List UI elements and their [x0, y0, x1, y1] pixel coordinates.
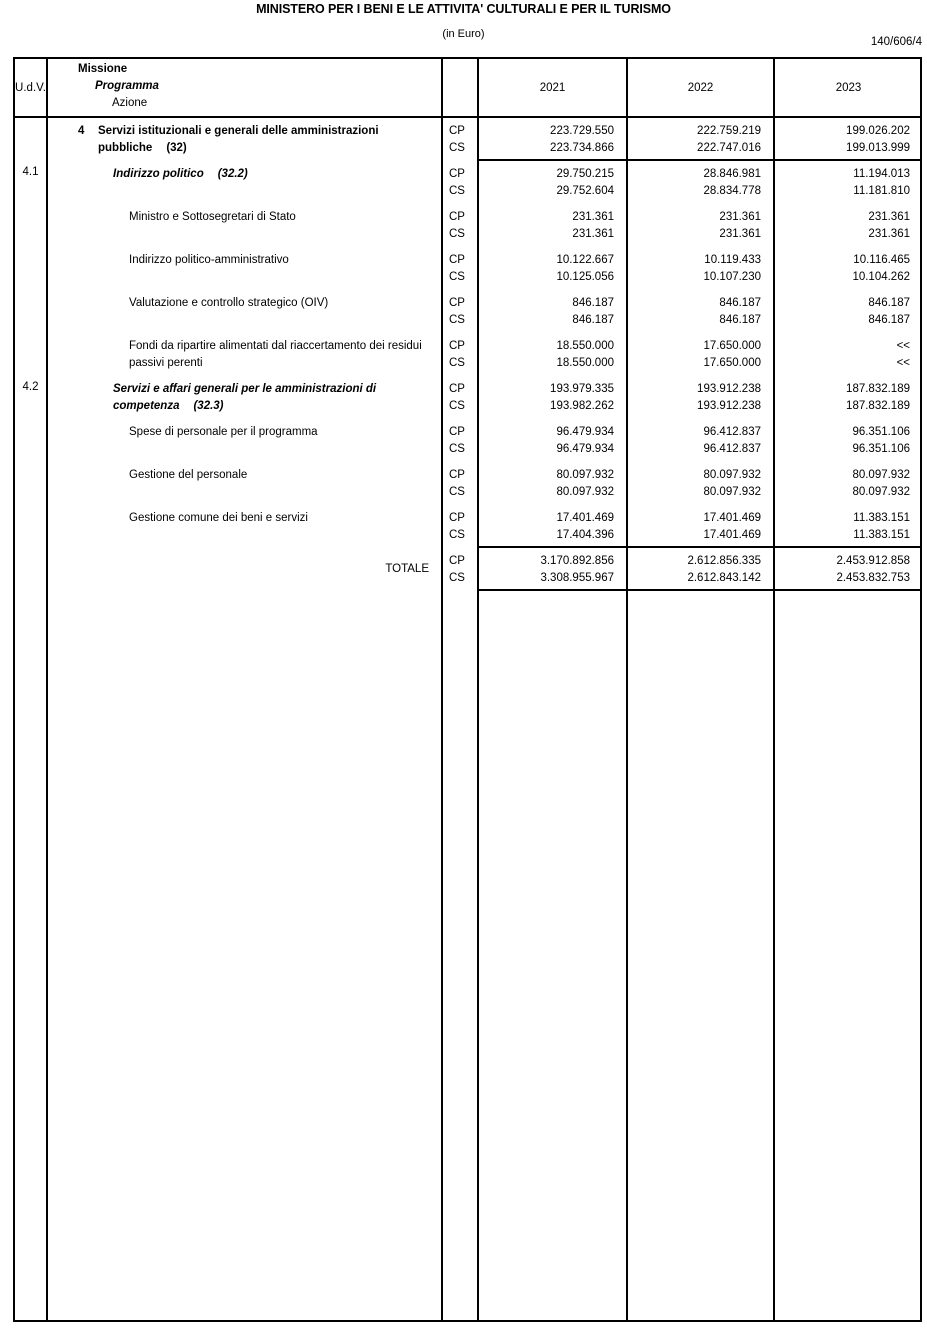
cell-value-2022 — [628, 376, 773, 415]
cell-description — [48, 376, 439, 415]
cell-value-2021 — [479, 290, 626, 329]
cell-value-2023 — [775, 290, 922, 329]
cell-value-2022 — [628, 548, 773, 587]
cell-value-2022 — [628, 247, 773, 286]
cell-cp-cs — [443, 290, 477, 329]
value-cs: 2.453.832.753 — [836, 572, 910, 584]
cell-udv — [15, 462, 46, 467]
cs-label: CS — [449, 443, 465, 455]
cell-cp-cs — [443, 333, 477, 372]
value-cs: 11.181.810 — [853, 185, 910, 197]
cell-value-2022 — [628, 290, 773, 329]
value-cs: 28.834.778 — [703, 185, 761, 197]
description-label: Fondi da ripartire alimentati dal riaccertamento dei residui passivi perenti — [129, 340, 422, 369]
cs-label: CS — [449, 400, 465, 412]
cell-value-2022 — [628, 505, 773, 544]
cp-label: CP — [449, 555, 465, 567]
header-year-2023: 2023 — [835, 81, 862, 94]
value-cp: 10.119.433 — [704, 254, 761, 266]
value-cp: 11.383.151 — [853, 512, 910, 524]
value-cp: 193.912.238 — [697, 383, 761, 395]
description-code: (32.3) — [193, 400, 224, 412]
value-cp: 96.412.837 — [703, 426, 761, 438]
cell-udv — [15, 118, 46, 123]
cell-cp-cs — [443, 161, 477, 200]
cell-description — [48, 333, 439, 372]
cell-value-2021 — [479, 204, 626, 243]
value-cp: 80.097.932 — [556, 469, 614, 481]
cell-description — [48, 118, 439, 157]
value-cp: 17.401.469 — [556, 512, 614, 524]
value-cp: << — [896, 340, 910, 352]
cell-value-2021 — [479, 247, 626, 286]
cell-cp-cs — [443, 462, 477, 501]
value-cp: 10.122.667 — [556, 254, 614, 266]
value-cp: 80.097.932 — [703, 469, 761, 481]
value-cp: 199.026.202 — [846, 125, 910, 137]
value-cp: 846.187 — [868, 297, 910, 309]
cell-description — [48, 505, 439, 527]
description-label: Indirizzo politico — [113, 168, 204, 180]
cell-cp-cs — [443, 118, 477, 157]
cell-value-2023 — [775, 161, 922, 200]
value-cs: 10.125.056 — [556, 271, 614, 283]
table-row — [15, 333, 920, 376]
value-cs: 222.747.016 — [697, 142, 761, 154]
cp-label: CP — [449, 211, 465, 223]
value-cp: 222.759.219 — [697, 125, 761, 137]
table-row — [15, 247, 920, 290]
value-cs: 96.479.934 — [556, 443, 614, 455]
cell-value-2021 — [479, 419, 626, 458]
value-cp: 80.097.932 — [852, 469, 910, 481]
cell-value-2022 — [628, 204, 773, 243]
cp-label: CP — [449, 125, 465, 137]
description-label: Gestione comune dei beni e servizi — [129, 512, 308, 524]
cell-value-2023 — [775, 247, 922, 286]
cell-cp-cs — [443, 376, 477, 415]
page-code: 140/606/4 — [870, 36, 922, 48]
cell-description — [48, 462, 439, 484]
description-label: Indirizzo politico-amministrativo — [129, 254, 289, 266]
cell-description — [48, 419, 439, 441]
cell-description — [48, 290, 439, 312]
description-label: Ministro e Sottosegretari di Stato — [129, 211, 296, 223]
cp-label: CP — [449, 469, 465, 481]
value-cs: 17.404.396 — [556, 529, 614, 541]
table-row — [15, 204, 920, 247]
value-cp: 29.750.215 — [556, 168, 614, 180]
cell-udv — [15, 548, 46, 553]
description-label: Servizi istituzionali e generali delle amministrazioni pubbliche — [98, 125, 379, 154]
value-cs: 96.412.837 — [703, 443, 761, 455]
header-udv: U.d.V. — [15, 81, 46, 94]
table-row-total — [15, 548, 920, 591]
header-programma: Programma — [95, 80, 159, 92]
cp-label: CP — [449, 168, 465, 180]
header-year-2021: 2021 — [539, 81, 566, 94]
cell-value-2022 — [628, 462, 773, 501]
cell-cp-cs — [443, 548, 477, 587]
cell-udv: 4.2 — [22, 381, 39, 393]
value-cs: 2.612.843.142 — [687, 572, 761, 584]
cell-cp-cs — [443, 204, 477, 243]
cell-value-2023 — [775, 505, 922, 544]
value-cs: 223.734.866 — [550, 142, 614, 154]
value-cp: 17.650.000 — [703, 340, 761, 352]
value-cs: 17.650.000 — [703, 357, 761, 369]
budget-table — [13, 57, 922, 1322]
cp-label: CP — [449, 254, 465, 266]
description-label: Valutazione e controllo strategico (OIV) — [129, 297, 329, 309]
value-cp: 17.401.469 — [703, 512, 761, 524]
value-cp: 193.979.335 — [550, 383, 614, 395]
value-cs: 3.308.955.967 — [540, 572, 614, 584]
cell-cp-cs — [443, 505, 477, 544]
header-description — [48, 61, 439, 116]
header-azione: Azione — [112, 97, 148, 109]
cell-udv: 4.1 — [22, 166, 39, 178]
cs-label: CS — [449, 314, 465, 326]
cell-value-2023 — [775, 118, 922, 157]
value-cs: 846.187 — [719, 314, 761, 326]
table-row — [15, 505, 920, 548]
value-cp: 846.187 — [719, 297, 761, 309]
cell-udv — [15, 204, 46, 209]
cell-udv — [15, 505, 46, 510]
cs-label: CS — [449, 486, 465, 498]
table-row — [15, 118, 920, 161]
value-cs: 80.097.932 — [556, 486, 614, 498]
value-cp: 223.729.550 — [550, 125, 614, 137]
cell-value-2023 — [775, 462, 922, 501]
cs-label: CS — [449, 529, 465, 541]
value-cp: 231.361 — [719, 211, 761, 223]
cs-label: CS — [449, 357, 465, 369]
table-row — [15, 376, 920, 419]
value-cp: 231.361 — [868, 211, 910, 223]
cs-label: CS — [449, 228, 465, 240]
cp-label: CP — [449, 297, 465, 309]
cell-value-2022 — [628, 419, 773, 458]
description-label: Spese di personale per il programma — [129, 426, 318, 438]
cell-value-2023 — [775, 548, 922, 587]
cell-value-2021 — [479, 462, 626, 501]
value-cs: 231.361 — [572, 228, 614, 240]
header-missione: Missione — [78, 63, 128, 75]
table-row — [15, 161, 920, 204]
value-cs: 193.912.238 — [697, 400, 761, 412]
value-cp: 28.846.981 — [703, 168, 761, 180]
cell-description — [48, 247, 439, 269]
value-cp: 2.612.856.335 — [687, 555, 761, 567]
value-cs: 17.401.469 — [703, 529, 761, 541]
value-cs: 80.097.932 — [703, 486, 761, 498]
cell-description — [48, 161, 439, 183]
cp-label: CP — [449, 383, 465, 395]
cell-value-2023 — [775, 204, 922, 243]
description-code: (32) — [166, 142, 187, 154]
description-code: (32.2) — [217, 168, 248, 180]
value-cp: 10.116.465 — [853, 254, 910, 266]
value-cs: 96.351.106 — [852, 443, 910, 455]
value-cs: 11.383.151 — [853, 529, 910, 541]
cell-value-2023 — [775, 419, 922, 458]
header-year-2022: 2022 — [687, 81, 714, 94]
value-cs: 199.013.999 — [846, 142, 910, 154]
value-cp: 2.453.912.858 — [836, 555, 910, 567]
cell-udv — [15, 247, 46, 252]
cell-value-2022 — [628, 161, 773, 200]
value-cp: 231.361 — [572, 211, 614, 223]
value-cp: 3.170.892.856 — [540, 555, 614, 567]
cell-udv — [15, 419, 46, 424]
value-cp: 18.550.000 — [556, 340, 614, 352]
cell-value-2021 — [479, 548, 626, 587]
cell-value-2021 — [479, 118, 626, 157]
document-subtitle: (in Euro) — [442, 28, 485, 40]
value-cs: 10.107.230 — [703, 271, 761, 283]
row-rule-bottom — [477, 589, 920, 591]
cell-value-2022 — [628, 118, 773, 157]
value-cs: 29.752.604 — [556, 185, 614, 197]
value-cp: 11.194.013 — [853, 168, 910, 180]
cs-label: CS — [449, 572, 465, 584]
cp-label: CP — [449, 340, 465, 352]
value-cs: 18.550.000 — [556, 357, 614, 369]
cell-description — [48, 204, 439, 226]
value-cs: 193.982.262 — [550, 400, 614, 412]
value-cs: 231.361 — [719, 228, 761, 240]
cs-label: CS — [449, 185, 465, 197]
cell-value-2021 — [479, 505, 626, 544]
document-title: MINISTERO PER I BENI E LE ATTIVITA' CULTURALI E PER IL TURISMO — [256, 2, 671, 16]
cell-udv — [15, 290, 46, 295]
cs-label: CS — [449, 271, 465, 283]
value-cp: 187.832.189 — [846, 383, 910, 395]
description-label: Gestione del personale — [129, 469, 248, 481]
description-label: Servizi e affari generali per le amministrazioni di competenza — [113, 383, 377, 412]
cell-value-2021 — [479, 161, 626, 200]
cell-value-2021 — [479, 333, 626, 372]
cell-value-2023 — [775, 376, 922, 415]
cell-cp-cs — [443, 247, 477, 286]
value-cs: << — [896, 357, 910, 369]
value-cs: 187.832.189 — [846, 400, 910, 412]
cp-label: CP — [449, 426, 465, 438]
missione-number: 4 — [78, 125, 85, 137]
value-cp: 846.187 — [572, 297, 614, 309]
description-label: TOTALE — [385, 563, 429, 575]
table-body — [15, 118, 920, 591]
cell-udv — [15, 333, 46, 338]
cell-value-2023 — [775, 333, 922, 372]
value-cp: 96.351.106 — [852, 426, 910, 438]
cell-description — [48, 548, 439, 578]
value-cs: 10.104.262 — [852, 271, 910, 283]
cs-label: CS — [449, 142, 465, 154]
table-row — [15, 462, 920, 505]
cell-cp-cs — [443, 419, 477, 458]
value-cs: 231.361 — [868, 228, 910, 240]
table-row — [15, 419, 920, 462]
value-cs: 846.187 — [572, 314, 614, 326]
value-cs: 846.187 — [868, 314, 910, 326]
table-row — [15, 290, 920, 333]
value-cs: 80.097.932 — [852, 486, 910, 498]
cp-label: CP — [449, 512, 465, 524]
cell-value-2022 — [628, 333, 773, 372]
value-cp: 96.479.934 — [556, 426, 614, 438]
cell-value-2021 — [479, 376, 626, 415]
